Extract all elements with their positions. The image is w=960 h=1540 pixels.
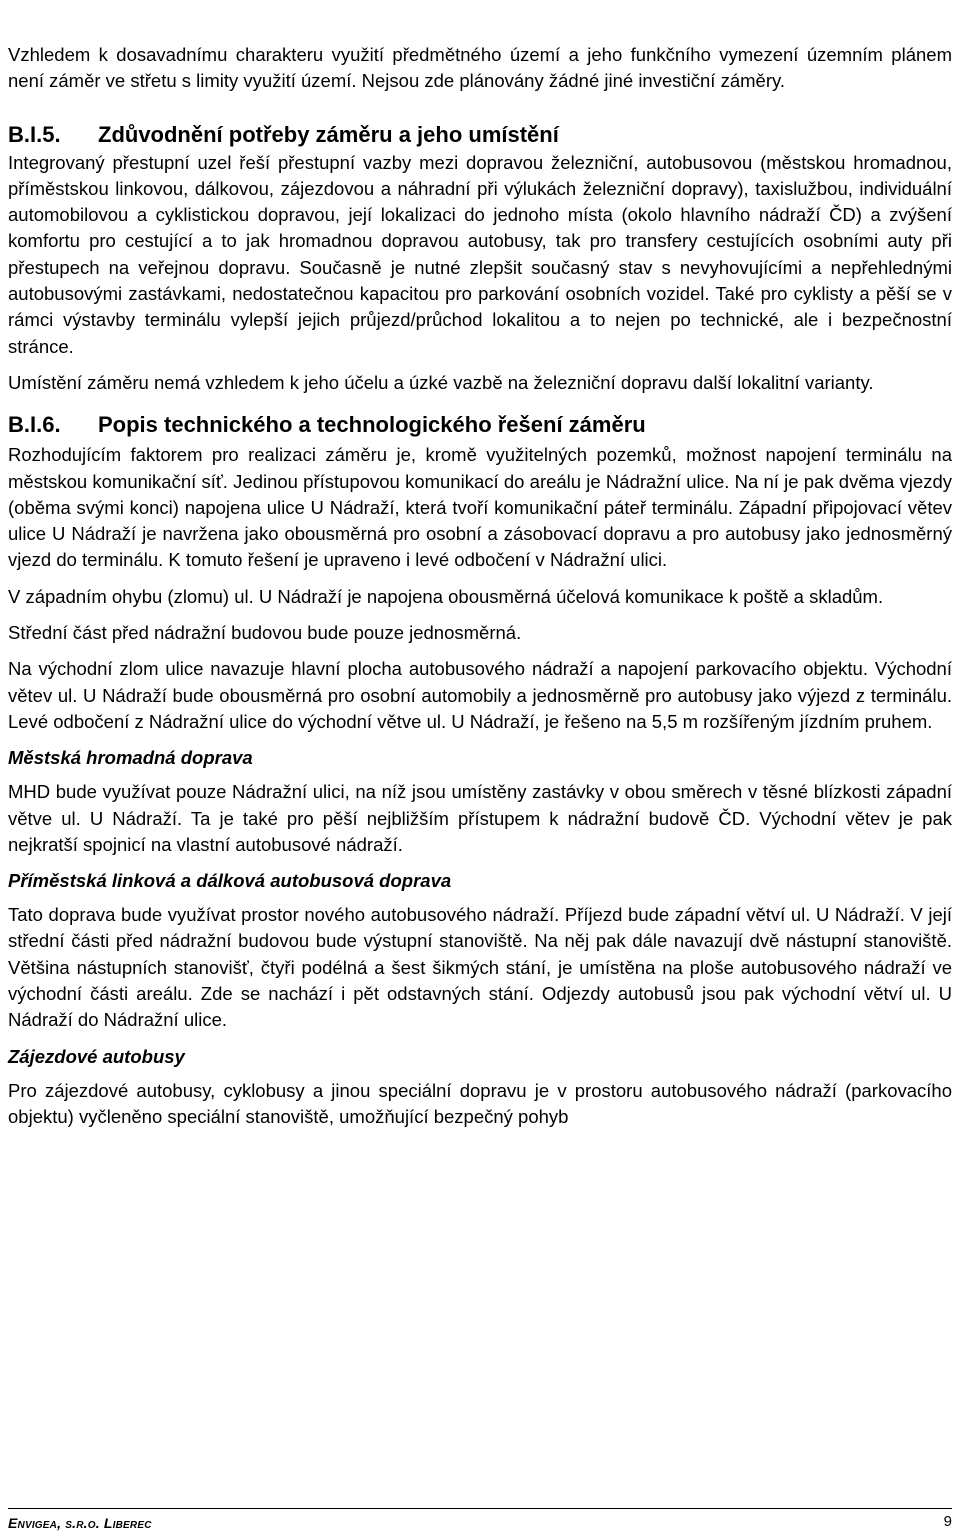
subheading-linkova-doprava: Příměstská linková a dálková autobusová doprava: [8, 870, 452, 892]
section-title: Popis technického a technologického řešení záměru: [98, 412, 646, 438]
document-page: [8, 42, 952, 1140]
section-paragraph: Pro zájezdové autobusy, cyklobusy a jinou speciální dopravu je v prostoru autobusového nádraží (parkovacího objektu) vyčleněno speciální stanoviště, umožňující bezpečný pohyb: [8, 1079, 952, 1127]
subheading-zajezdove-autobusy: Zájezdové autobusy: [8, 1045, 185, 1067]
section-number: B.I.5.: [8, 121, 61, 147]
section-paragraph: Integrovaný přestupní uzel řeší přestupní vazby mezi dopravou železniční, autobusovou (městskou hromadnou, příměstskou linkovou, dálkovou, zájezdovou a náhradní při výlukách železniční dopravy), taxislužbou, individuální automobilovou a cyklistickou dopravou, její lokalizaci do jednoho místa (okolo hlavního nádraží ČD) a zvýšení komfortu pro cestující a to jak hromadnou dopravou autobusy, tak pro transfery cestujících osobními auty při přestupech na veřejnou dopravu. Současně je nutné zlepšit současný stav s nevyhovujícími a nepřehlednými autobusovými zastávkami, nedostatečnou kapacitou pro parkování osobních vozidel. Také pro cyklisty a pěší se v rámci výstavby terminálu vylepší jejich průjezd/průchod lokalitou a to nejen po technické, ale i bezpečnostní stránce.: [8, 151, 952, 357]
section-heading-b-i-6: [8, 410, 952, 440]
section-number: B.I.6.: [8, 412, 61, 438]
section-heading-b-i-5: [8, 120, 952, 150]
section-paragraph: Střední část před nádražní budovou bude pouze jednosměrná.: [8, 622, 522, 644]
section-paragraph: V západním ohybu (zlomu) ul. U Nádraží je napojena obousměrná účelová komunikace k poště a skladům.: [8, 585, 884, 607]
footer-company: Envigea, s.r.o. Liberec: [8, 1515, 152, 1531]
section-paragraph: MHD bude využívat pouze Nádražní ulici, na níž jsou umístěny zastávky v obou směrech v těsné blízkosti západní větve ul. U Nádraží. Ta je také pro pěší nejbližším přístupem k nádražní budově ČD. Východní větev je pak nejkratší spojnicí na vlastní autobusové nádraží.: [8, 781, 952, 855]
section-paragraph: Tato doprava bude využívat prostor nového autobusového nádraží. Příjezd bude západní větví ul. U Nádraží. V její střední části před nádražní budovou bude výstupní stanoviště. Na něj pak dále navazují dvě nástupní stanoviště. Většina nástupních stanovišť, čtyři podélná a šest šikmých stání, je umístěna na ploše autobusového nádraží ve východní části areálu. Zde se nachází i pět odstavných stání. Odjezdy autobusů jsou pak východní větví ul. U Nádraží do Nádražní ulice.: [8, 904, 952, 1031]
section-paragraph: Rozhodujícím faktorem pro realizaci záměru je, kromě využitelných pozemků, možnost napojení terminálu na městskou komunikační síť. Jedinou přístupovou komunikací do areálu je Nádražní ulice. Na ní je pak dvěma vjezdy (oběma svými konci) napojena ulice U Nádraží, která tvoří komunikační páteř terminálu. Západní připojovací větev ulice U Nádraží je navržena jako obousměrná pro osobní a zásobovací dopravu a pro autobusy jako jednosměrný vjezd do terminálu. K tomuto řešení je upraveno i levé odbočení v Nádražní ulici.: [8, 444, 952, 571]
section-paragraph: Umístění záměru nemá vzhledem k jeho účelu a úzké vazbě na železniční dopravu další lokalitní varianty.: [8, 371, 874, 393]
section-title: Zdůvodnění potřeby záměru a jeho umístění: [98, 121, 559, 147]
footer-divider: [8, 1508, 952, 1509]
subheading-mhd: Městská hromadná doprava: [8, 747, 253, 769]
intro-paragraph: Vzhledem k dosavadnímu charakteru využití předmětného území a jeho funkčního vymezení územním plánem není záměr ve střetu s limity využití území. Nejsou zde plánovány žádné jiné investiční záměry.: [8, 44, 952, 92]
page-number: 9: [943, 1513, 952, 1530]
section-paragraph: Na východní zlom ulice navazuje hlavní plocha autobusového nádraží a napojení parkovacího objektu. Východní větev ul. U Nádraží bude obousměrná pro osobní automobily a jednosměrně pro autobusy jako výjezd z terminálu. Levé odbočení z Nádražní ulice do východní větve ul. U Nádraží, je řešeno na 5,5 m rozšířeným jízdním pruhem.: [8, 658, 952, 732]
